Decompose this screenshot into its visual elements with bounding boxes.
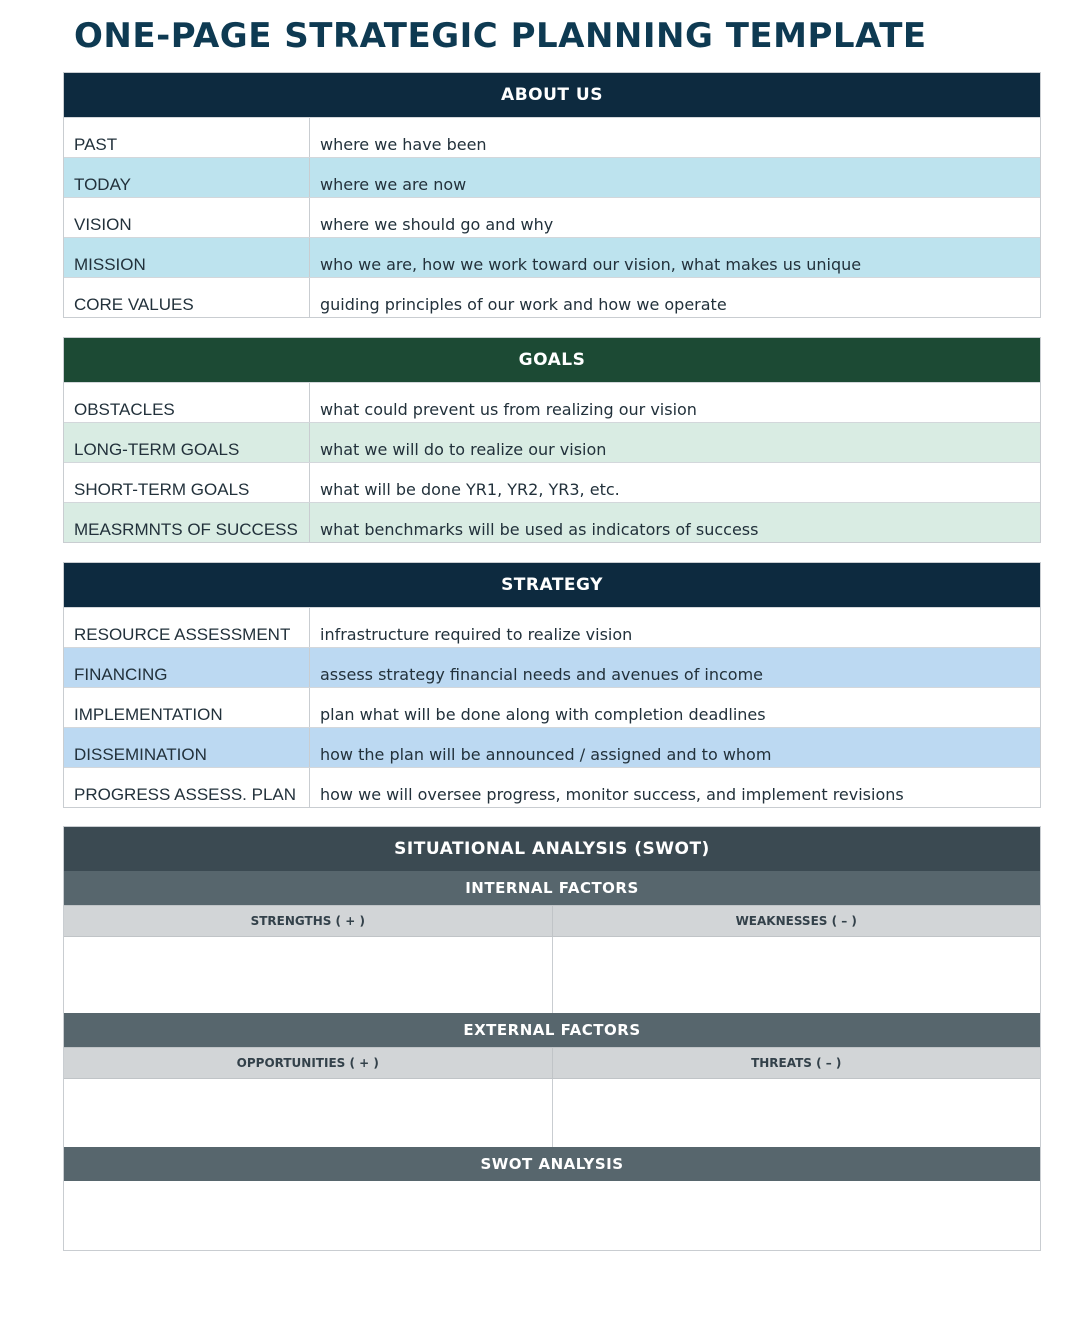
opportunities-input-area[interactable] (64, 1079, 553, 1147)
row-label: SHORT-TERM GOALS (64, 463, 310, 502)
strengths-header: STRENGTHS ( + ) (64, 906, 553, 936)
swot-analysis-input-area[interactable] (64, 1181, 1040, 1250)
row-description[interactable]: plan what will be done along with completion deadlines (320, 705, 766, 724)
row-description[interactable]: what benchmarks will be used as indicators of success (320, 520, 759, 539)
row-label: IMPLEMENTATION (64, 688, 310, 727)
external-input-row (64, 1079, 1040, 1147)
table-row (64, 687, 1040, 727)
row-description[interactable]: where we are now (320, 175, 467, 194)
about-us-section (63, 72, 1041, 318)
row-label: FINANCING (64, 648, 310, 687)
goals-heading: GOALS (64, 338, 1040, 382)
strategy-heading: STRATEGY (64, 563, 1040, 607)
row-description[interactable]: where we should go and why (320, 215, 554, 234)
weaknesses-header: WEAKNESSES ( – ) (735, 914, 857, 928)
strategy-section (63, 562, 1041, 808)
internal-input-row (64, 937, 1040, 1013)
internal-factors-heading: INTERNAL FACTORS (64, 871, 1040, 905)
external-column-headers (64, 1047, 1040, 1079)
page-title: ONE-PAGE STRATEGIC PLANNING TEMPLATE (74, 16, 927, 56)
table-row (64, 767, 1040, 807)
row-label: TODAY (64, 158, 310, 197)
goals-section (63, 337, 1041, 543)
row-description[interactable]: where we have been (320, 135, 487, 154)
row-label: PROGRESS ASSESS. PLAN (64, 768, 310, 807)
table-row (64, 117, 1040, 157)
row-label: LONG-TERM GOALS (64, 423, 310, 462)
row-description[interactable]: how the plan will be announced / assigned and to whom (320, 745, 772, 764)
row-label: MEASRMNTS OF SUCCESS (64, 503, 310, 542)
weaknesses-input-area[interactable] (553, 937, 1041, 1013)
row-description[interactable]: what could prevent us from realizing our vision (320, 400, 697, 419)
row-label: PAST (64, 118, 310, 157)
table-row (64, 422, 1040, 462)
row-label: RESOURCE ASSESSMENT (64, 608, 310, 647)
swot-analysis-heading: SWOT ANALYSIS (64, 1147, 1040, 1181)
row-description[interactable]: assess strategy financial needs and avenues of income (320, 665, 764, 684)
row-description[interactable]: infrastructure required to realize vision (320, 625, 633, 644)
table-row (64, 157, 1040, 197)
table-row (64, 382, 1040, 422)
about-us-heading: ABOUT US (64, 73, 1040, 117)
strengths-input-area[interactable] (64, 937, 553, 1013)
row-description[interactable]: guiding principles of our work and how we operate (320, 295, 727, 314)
external-factors-heading: EXTERNAL FACTORS (64, 1013, 1040, 1047)
threats-header: THREATS ( – ) (751, 1056, 842, 1070)
opportunities-header: OPPORTUNITIES ( + ) (64, 1048, 553, 1078)
row-label: DISSEMINATION (64, 728, 310, 767)
row-description[interactable]: what we will do to realize our vision (320, 440, 607, 459)
swot-section (63, 826, 1041, 1251)
table-row (64, 607, 1040, 647)
threats-input-area[interactable] (553, 1079, 1041, 1147)
row-label: VISION (64, 198, 310, 237)
table-row (64, 237, 1040, 277)
row-label: CORE VALUES (64, 278, 310, 317)
table-row (64, 197, 1040, 237)
table-row (64, 462, 1040, 502)
row-description[interactable]: who we are, how we work toward our vision, what makes us unique (320, 255, 862, 274)
swot-heading: SITUATIONAL ANALYSIS (SWOT) (64, 827, 1040, 871)
table-row (64, 647, 1040, 687)
table-row (64, 502, 1040, 542)
row-description[interactable]: what will be done YR1, YR2, YR3, etc. (320, 480, 620, 499)
row-description[interactable]: how we will oversee progress, monitor success, and implement revisions (320, 785, 904, 804)
internal-column-headers (64, 905, 1040, 937)
table-row (64, 727, 1040, 767)
row-label: MISSION (64, 238, 310, 277)
row-label: OBSTACLES (64, 383, 310, 422)
table-row (64, 277, 1040, 317)
